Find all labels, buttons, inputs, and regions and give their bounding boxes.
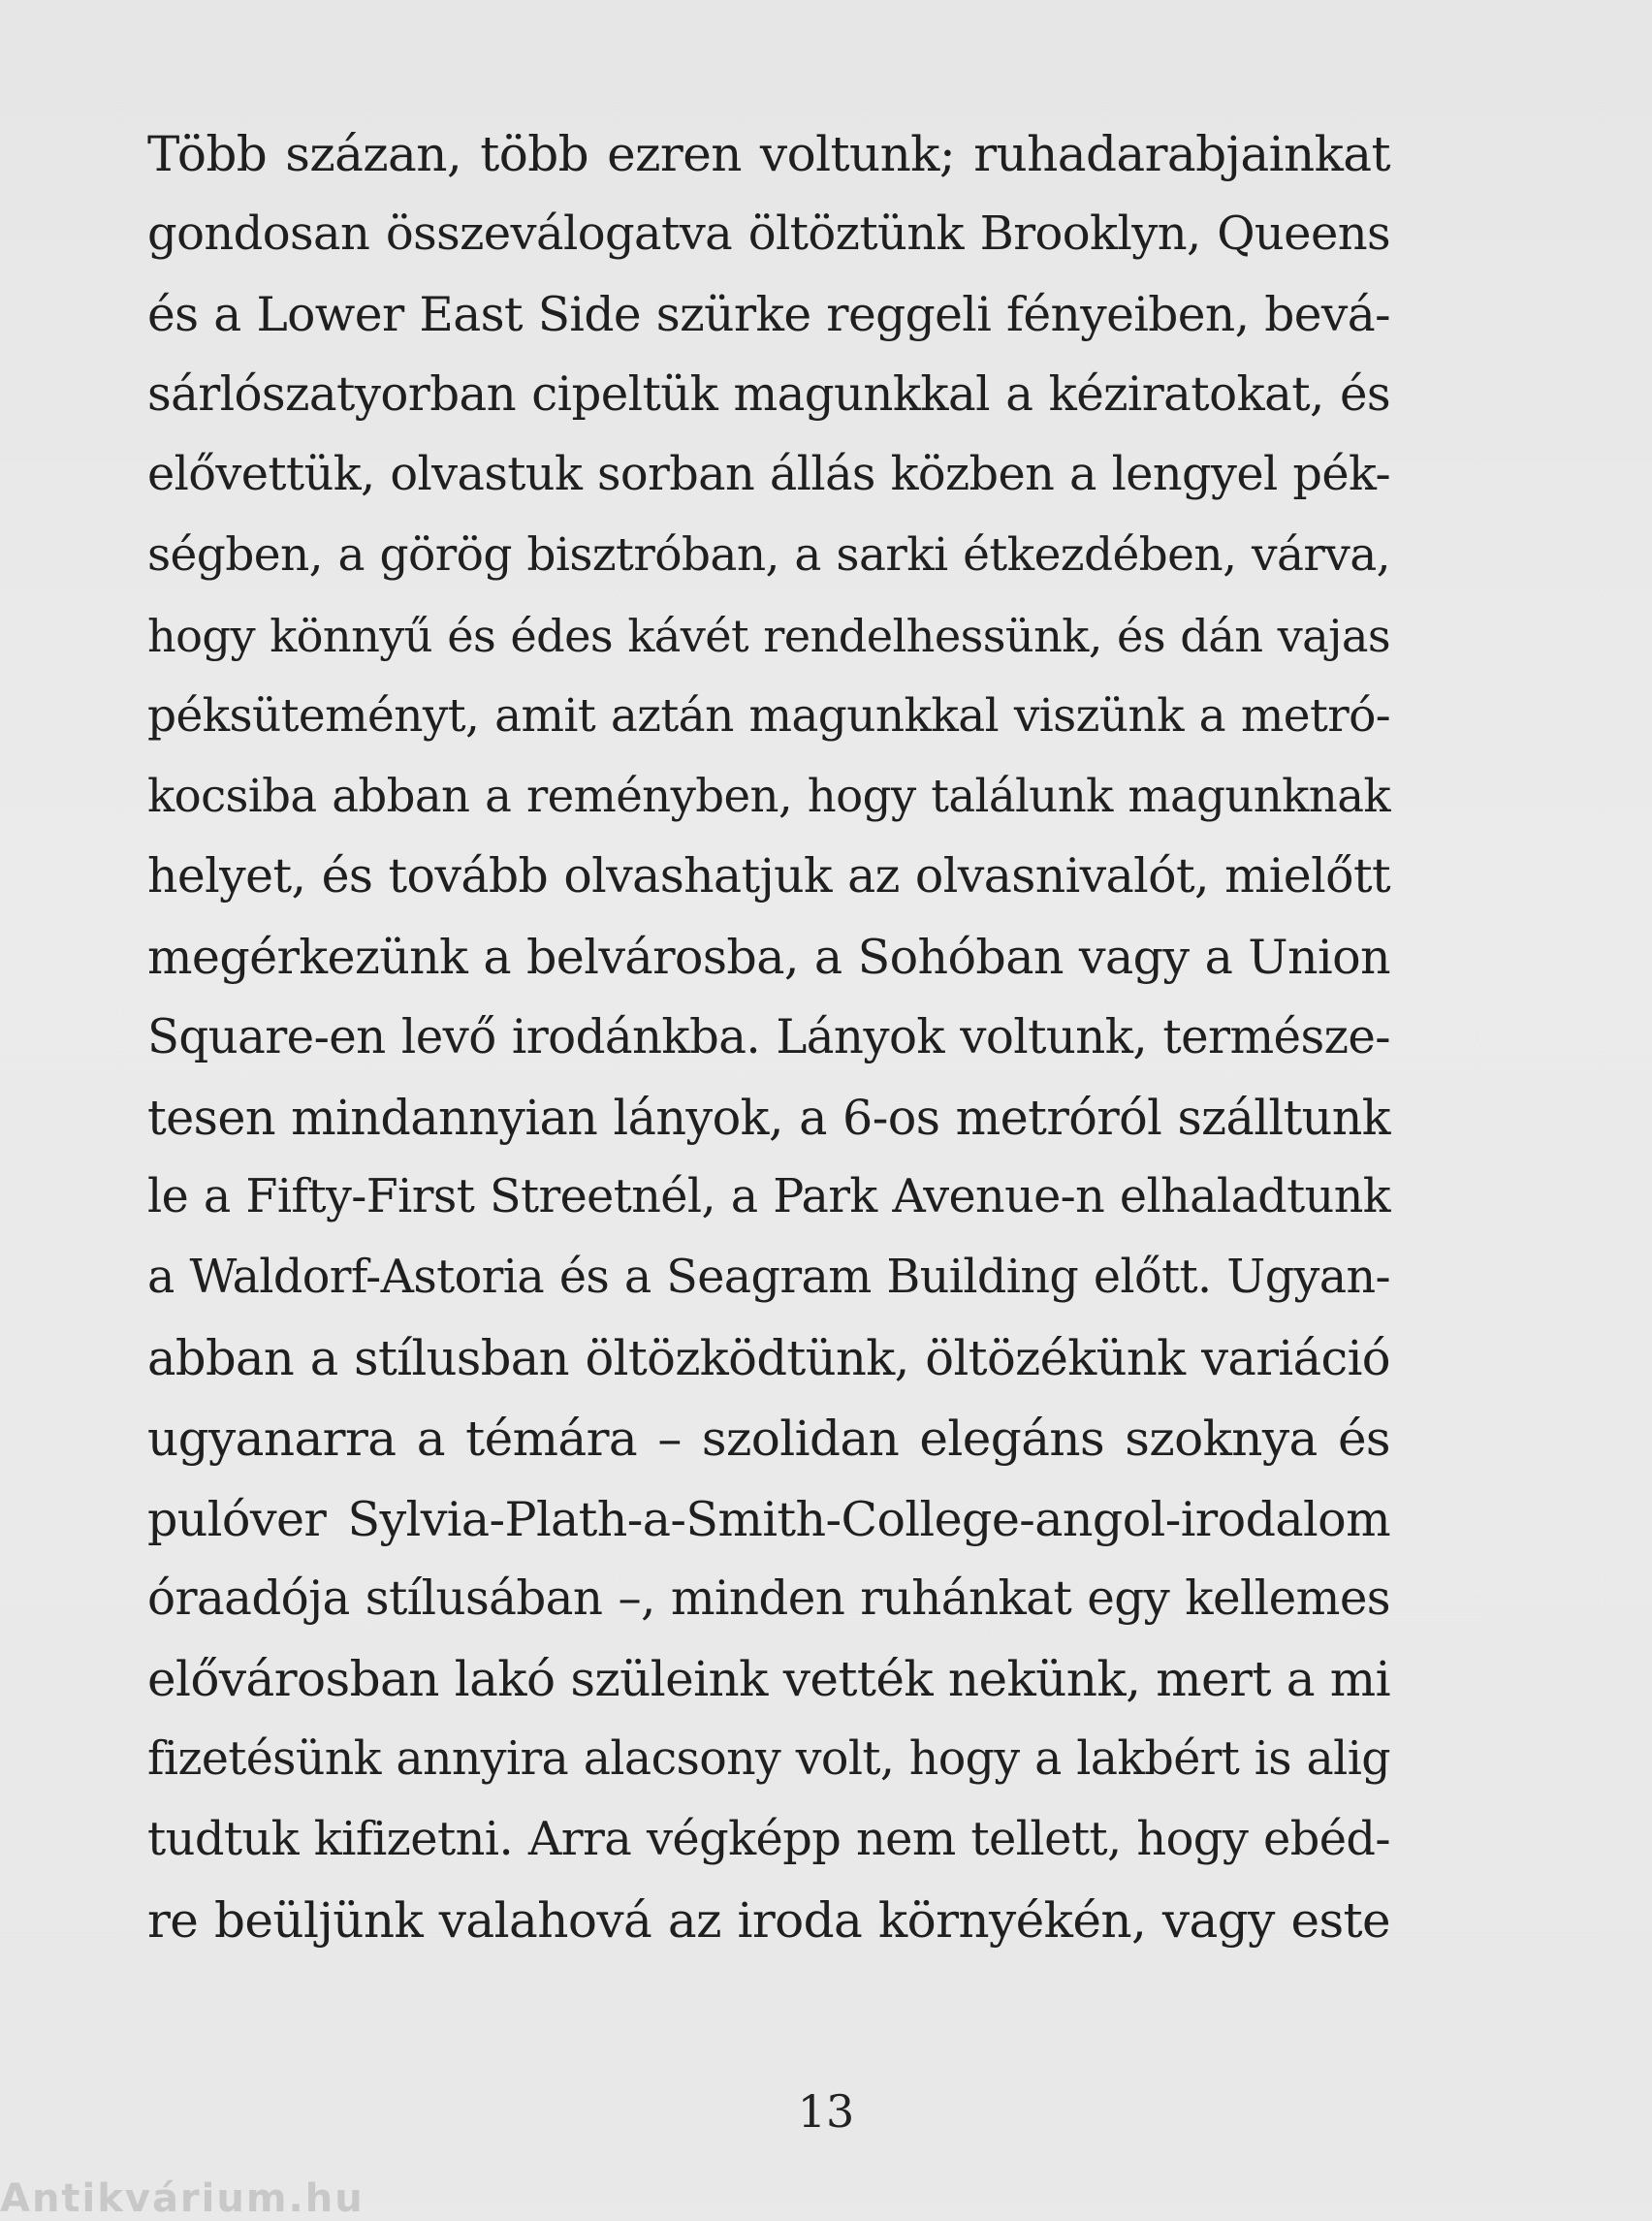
text-line: Square-en levő irodánkba. Lányok voltunk, természe- — [147, 1009, 1390, 1064]
text-line: tudtuk kifizetni. Arra végképp nem tellett, hogy ebéd- — [147, 1812, 1390, 1866]
text-line: re beüljünk valahová az iroda környékén, vagy este — [147, 1891, 1390, 1949]
text-line: sárlószatyorban cipeltük magunkkal a kéziratokat, és — [147, 367, 1390, 423]
text-line: elővettük, olvastuk sorban állás közben a lengyel pék- — [147, 448, 1390, 502]
text-line: Több százan, több ezren voltunk; ruhadarabjainkat — [147, 126, 1390, 182]
text-line: fizetésünk annyira alacsony volt, hogy a lakbért is alig — [147, 1731, 1390, 1786]
text-line: le a Fifty-First Streetnél, a Park Avenue-n elhaladtunk — [147, 1170, 1390, 1224]
text-line: pulóver Sylvia-Plath-a-Smith-College-angol-irodalom — [147, 1490, 1390, 1547]
text-line: helyet, és tovább olvashatjuk az olvasnivalót, mielőtt — [147, 848, 1390, 904]
text-line: a Waldorf-Astoria és a Seagram Building előtt. Ugyan- — [147, 1251, 1390, 1305]
text-line: ségben, a görög bisztróban, a sarki étkezdében, várva, — [147, 527, 1390, 582]
watermark: Antikvárium.hu — [0, 2176, 365, 2221]
text-line: óraadója stílusában –, minden ruhánkat egy kellemes — [147, 1571, 1390, 1627]
text-line: tesen mindannyian lányok, a 6-os metróról szálltunk — [147, 1089, 1390, 1146]
text-line: abban a stílusban öltözködtünk, öltözékünk variáció — [147, 1329, 1390, 1386]
text-line: elővárosban lakó szüleink vették nekünk, mert a mi — [147, 1651, 1390, 1708]
page-number: 13 — [797, 2085, 855, 2138]
text-line: péksüteményt, amit aztán magunkkal viszünk a metró- — [147, 688, 1390, 743]
text-line: hogy könnyű és édes kávét rendelhessünk, és dán vajas — [147, 609, 1390, 662]
body-text — [147, 114, 1390, 1960]
text-line: gondosan összeválogatva öltöztünk Brooklyn, Queens — [147, 206, 1390, 261]
text-line: és a Lower East Side szürke reggeli fényeiben, bevá- — [147, 287, 1390, 342]
text-line: ugyanarra a témára – szolidan elegáns szoknya és — [147, 1410, 1390, 1467]
text-line: megérkezünk a belvárosba, a Sohóban vagy a Union — [147, 928, 1390, 985]
text-line: kocsiba abban a reményben, hogy találunk magunknak — [147, 770, 1390, 823]
